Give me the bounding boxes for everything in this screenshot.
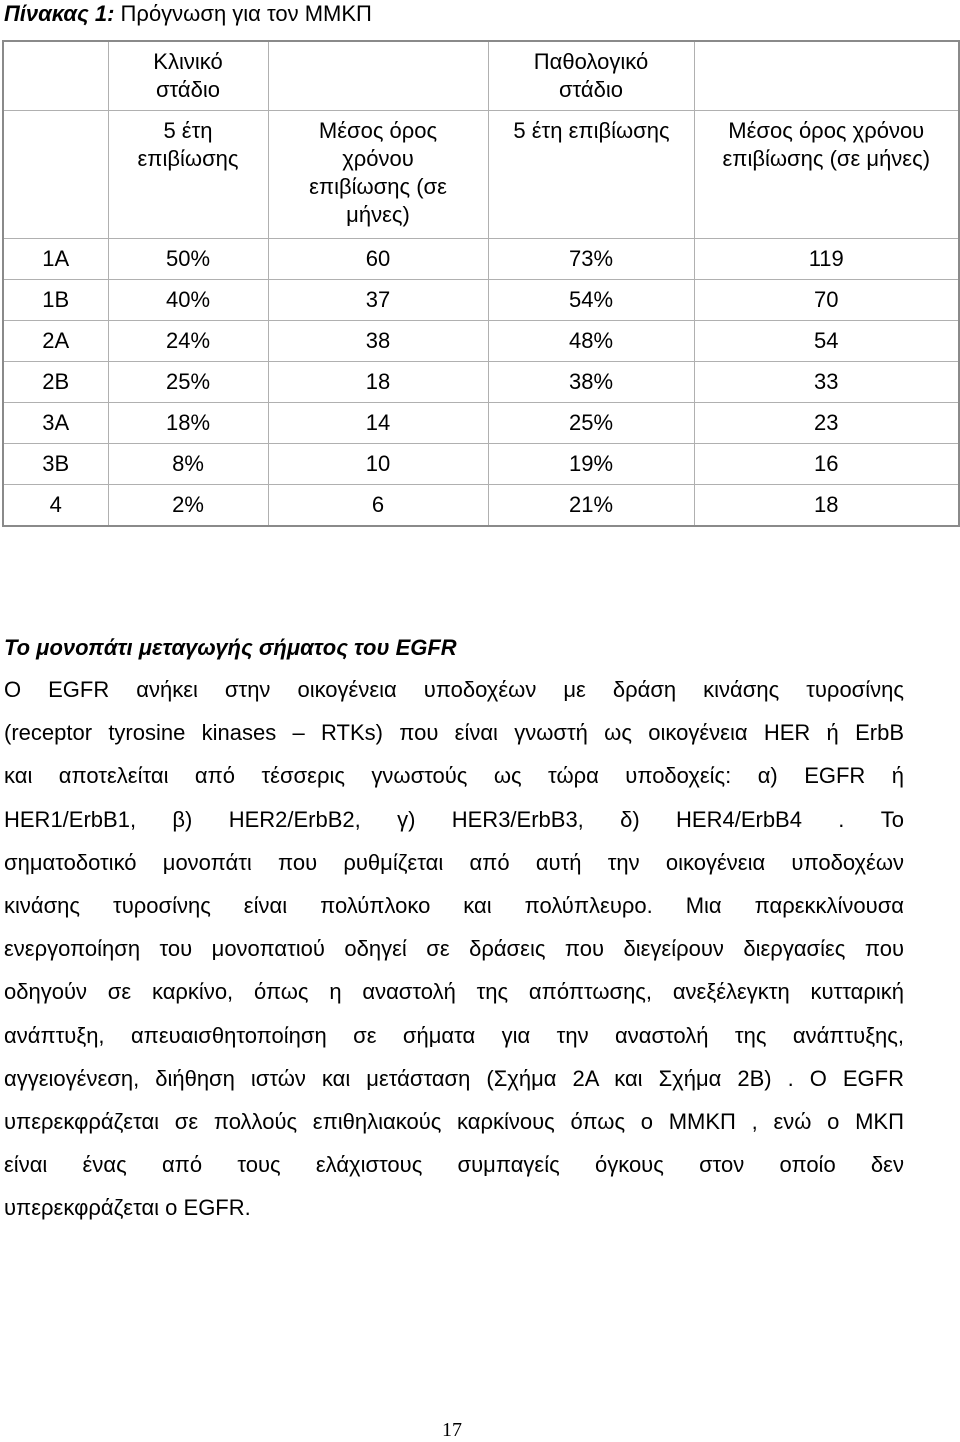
- paragraph-line: ενεργοποίηση του μονοπατιού οδηγεί σε δράσεις που διεγείρουν διεργασίες που: [4, 936, 904, 962]
- pathological-5y-cell: 19%: [488, 444, 694, 485]
- pathological-mean-cell: 70: [694, 280, 959, 321]
- table-row: [3, 239, 959, 280]
- table-header-row: [3, 41, 959, 111]
- empty-header-cell: [268, 41, 488, 111]
- paragraph-line: σηματοδοτικό μονοπάτι που ρυθμίζεται από αυτή την οικογένεια υποδοχέων: [4, 849, 904, 875]
- paragraph-line: αγγειογένεση, διήθηση ιστών και μετάσταση (Σχήμα 2Α και Σχήμα 2Β) . Ο EGFR: [4, 1065, 904, 1091]
- pathological-mean-cell: 33: [694, 362, 959, 403]
- clinical-5y-cell: 50%: [108, 239, 268, 280]
- empty-corner-cell: [3, 111, 108, 239]
- clinical-5y-cell: 24%: [108, 321, 268, 362]
- page-number: 17: [442, 1419, 462, 1441]
- stage-cell: 1B: [3, 280, 108, 321]
- paragraph-line: (receptor tyrosine kinases – RTKs) που είναι γνωστή ως οικογένεια HER ή ErbB: [4, 720, 904, 746]
- caption-text: Πρόγνωση για τον ΜΜΚΠ: [120, 1, 372, 26]
- pathological-mean-cell: 18: [694, 485, 959, 527]
- caption-label: Πίνακας 1:: [4, 1, 115, 26]
- clinical-5y-cell: 40%: [108, 280, 268, 321]
- header-pathological-stage: Παθολογικό στάδιο: [488, 41, 694, 111]
- prognosis-table: [2, 40, 960, 527]
- table-row: [3, 362, 959, 403]
- subheader-clinical-mean: Μέσος όρος χρόνου επιβίωσης (σε μήνες): [268, 111, 488, 239]
- paragraph-line: ανάπτυξη, απευαισθητοποίηση σε σήματα για την αναστολή της ανάπτυξης,: [4, 1022, 904, 1048]
- paragraph-line: υπερεκφράζεται ο EGFR.: [4, 1195, 251, 1221]
- stage-cell: 2A: [3, 321, 108, 362]
- pathological-5y-cell: 38%: [488, 362, 694, 403]
- pathological-mean-cell: 54: [694, 321, 959, 362]
- pathological-mean-cell: 119: [694, 239, 959, 280]
- section-title: Το μονοπάτι μεταγωγής σήματος του EGFR: [4, 635, 457, 660]
- pathological-mean-cell: 23: [694, 403, 959, 444]
- pathological-mean-cell: 16: [694, 444, 959, 485]
- pathological-5y-cell: 73%: [488, 239, 694, 280]
- pathological-5y-cell: 21%: [488, 485, 694, 527]
- table-row: [3, 280, 959, 321]
- table-caption: [4, 0, 372, 28]
- pathological-5y-cell: 54%: [488, 280, 694, 321]
- paragraph-line: οδηγούν σε καρκίνο, όπως η αναστολή της απόπτωσης, ανεξέλεγκτη κυτταρική: [4, 979, 904, 1005]
- paragraph-line: είναι ένας από τους ελάχιστους συμπαγείς όγκους στον οποίο δεν: [4, 1152, 904, 1178]
- subheader-pathological-mean: Μέσος όρος χρόνου επιβίωσης (σε μήνες): [694, 111, 959, 239]
- clinical-mean-cell: 18: [268, 362, 488, 403]
- paragraph-line: Ο EGFR ανήκει στην οικογένεια υποδοχέων με δράση κινάσης τυροσίνης: [4, 677, 904, 702]
- stage-cell: 2B: [3, 362, 108, 403]
- table-row: [3, 403, 959, 444]
- body-paragraph: [4, 668, 904, 1229]
- pathological-5y-cell: 48%: [488, 321, 694, 362]
- paragraph-line: υπερεκφράζεται σε πολλούς επιθηλιακούς καρκίνους όπως ο ΜΜΚΠ , ενώ ο ΜΚΠ: [4, 1108, 904, 1134]
- empty-corner-cell: [3, 41, 108, 111]
- paragraph-line: και αποτελείται από τέσσερις γνωστούς ως τώρα υποδοχείς: α) EGFR ή: [4, 763, 904, 789]
- subheader-clinical-5y: 5 έτη επιβίωσης: [108, 111, 268, 239]
- clinical-5y-cell: 18%: [108, 403, 268, 444]
- clinical-mean-cell: 10: [268, 444, 488, 485]
- clinical-mean-cell: 6: [268, 485, 488, 527]
- clinical-5y-cell: 2%: [108, 485, 268, 527]
- paragraph-line: HER1/ErbB1, β) HER2/ErbB2, γ) HER3/ErbB3, δ) HER4/ErbB4 . Το: [4, 806, 904, 832]
- clinical-mean-cell: 60: [268, 239, 488, 280]
- paragraph-line: κινάσης τυροσίνης είναι πολύπλοκο και πολύπλευρο. Μια παρεκκλίνουσα: [4, 892, 904, 918]
- stage-cell: 4: [3, 485, 108, 527]
- clinical-mean-cell: 14: [268, 403, 488, 444]
- pathological-5y-cell: 25%: [488, 403, 694, 444]
- header-clinical-stage: Κλινικό στάδιο: [108, 41, 268, 111]
- clinical-5y-cell: 25%: [108, 362, 268, 403]
- empty-header-cell: [694, 41, 959, 111]
- table-row: [3, 444, 959, 485]
- clinical-5y-cell: 8%: [108, 444, 268, 485]
- clinical-mean-cell: 38: [268, 321, 488, 362]
- subheader-pathological-5y: 5 έτη επιβίωσης: [488, 111, 694, 239]
- table-subheader-row: [3, 111, 959, 239]
- stage-cell: 3A: [3, 403, 108, 444]
- table-row: [3, 485, 959, 527]
- stage-cell: 3B: [3, 444, 108, 485]
- table-row: [3, 321, 959, 362]
- stage-cell: 1A: [3, 239, 108, 280]
- clinical-mean-cell: 37: [268, 280, 488, 321]
